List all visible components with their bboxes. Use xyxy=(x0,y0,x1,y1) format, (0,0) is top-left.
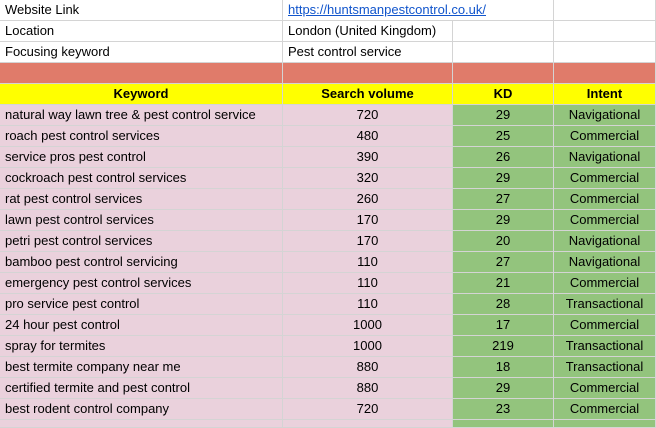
search-volume-cell[interactable]: 720 xyxy=(283,105,453,126)
kd-cell[interactable]: 29 xyxy=(453,105,554,126)
search-volume-cell[interactable]: 880 xyxy=(283,378,453,399)
website-link[interactable]: https://huntsmanpestcontrol.co.uk/ xyxy=(288,2,486,17)
location-value-cell[interactable]: London (United Kingdom) xyxy=(283,21,453,42)
table-row xyxy=(0,168,656,189)
table-row xyxy=(0,378,656,399)
keyword-cell[interactable]: petri pest control services xyxy=(0,231,283,252)
search-volume-cell[interactable]: 170 xyxy=(283,231,453,252)
intent-cell[interactable]: Navigational xyxy=(554,231,656,252)
empty-cell[interactable] xyxy=(453,42,554,63)
intent-cell[interactable]: Navigational xyxy=(554,252,656,273)
kd-cell[interactable]: 29 xyxy=(453,210,554,231)
kd-cell[interactable]: 18 xyxy=(453,357,554,378)
kd-cell[interactable]: 20 xyxy=(453,231,554,252)
kd-cell[interactable]: 21 xyxy=(453,273,554,294)
search-volume-cell[interactable]: 260 xyxy=(283,189,453,210)
kd-cell[interactable]: 23 xyxy=(453,399,554,420)
intent-cell[interactable]: Commercial xyxy=(554,315,656,336)
focus-keyword-value-cell[interactable]: Pest control service xyxy=(283,42,453,63)
partial-cell[interactable] xyxy=(453,420,554,428)
table-row xyxy=(0,273,656,294)
table-row xyxy=(0,252,656,273)
kd-cell[interactable]: 25 xyxy=(453,126,554,147)
keyword-cell[interactable]: 24 hour pest control xyxy=(0,315,283,336)
kd-cell[interactable]: 27 xyxy=(453,252,554,273)
search-volume-cell[interactable]: 480 xyxy=(283,126,453,147)
table-row xyxy=(0,189,656,210)
search-volume-cell[interactable]: 110 xyxy=(283,252,453,273)
focus-keyword-label-cell[interactable]: Focusing keyword xyxy=(0,42,283,63)
info-row-location xyxy=(0,21,656,42)
header-kd[interactable]: KD xyxy=(453,84,554,105)
header-keyword[interactable]: Keyword xyxy=(0,84,283,105)
info-row-keyword xyxy=(0,42,656,63)
empty-cell[interactable] xyxy=(453,21,554,42)
intent-cell[interactable]: Commercial xyxy=(554,126,656,147)
kd-cell[interactable]: 26 xyxy=(453,147,554,168)
band-cell[interactable] xyxy=(554,63,656,84)
band-cell[interactable] xyxy=(283,63,453,84)
empty-cell[interactable] xyxy=(554,42,656,63)
partial-cell[interactable] xyxy=(0,420,283,428)
search-volume-cell[interactable]: 880 xyxy=(283,357,453,378)
kd-cell[interactable]: 17 xyxy=(453,315,554,336)
search-volume-cell[interactable]: 1000 xyxy=(283,315,453,336)
empty-cell[interactable] xyxy=(554,0,656,21)
kd-cell[interactable]: 29 xyxy=(453,378,554,399)
keyword-table-body xyxy=(0,105,656,420)
intent-cell[interactable]: Commercial xyxy=(554,189,656,210)
intent-cell[interactable]: Transactional xyxy=(554,357,656,378)
search-volume-cell[interactable]: 1000 xyxy=(283,336,453,357)
keyword-cell[interactable]: cockroach pest control services xyxy=(0,168,283,189)
keyword-cell[interactable]: rat pest control services xyxy=(0,189,283,210)
search-volume-cell[interactable]: 320 xyxy=(283,168,453,189)
table-row xyxy=(0,147,656,168)
keyword-cell[interactable]: natural way lawn tree & pest control service xyxy=(0,105,283,126)
separator-band xyxy=(0,63,656,84)
search-volume-cell[interactable]: 110 xyxy=(283,273,453,294)
keyword-cell[interactable]: roach pest control services xyxy=(0,126,283,147)
header-intent[interactable]: Intent xyxy=(554,84,656,105)
keyword-cell[interactable]: emergency pest control services xyxy=(0,273,283,294)
table-row xyxy=(0,126,656,147)
header-search-volume[interactable]: Search volume xyxy=(283,84,453,105)
table-row xyxy=(0,315,656,336)
intent-cell[interactable]: Navigational xyxy=(554,147,656,168)
keyword-cell[interactable]: certified termite and pest control xyxy=(0,378,283,399)
band-cell[interactable] xyxy=(453,63,554,84)
keyword-cell[interactable]: spray for termites xyxy=(0,336,283,357)
search-volume-cell[interactable]: 110 xyxy=(283,294,453,315)
keyword-cell[interactable]: lawn pest control services xyxy=(0,210,283,231)
kd-cell[interactable]: 219 xyxy=(453,336,554,357)
intent-cell[interactable]: Commercial xyxy=(554,168,656,189)
intent-cell[interactable]: Navigational xyxy=(554,105,656,126)
partial-cell[interactable] xyxy=(554,420,656,428)
kd-cell[interactable]: 27 xyxy=(453,189,554,210)
kd-cell[interactable]: 28 xyxy=(453,294,554,315)
table-header-row xyxy=(0,84,656,105)
search-volume-cell[interactable]: 720 xyxy=(283,399,453,420)
table-row xyxy=(0,294,656,315)
table-row xyxy=(0,210,656,231)
website-value-cell[interactable] xyxy=(283,0,554,21)
website-label-cell[interactable]: Website Link xyxy=(0,0,283,21)
intent-cell[interactable]: Transactional xyxy=(554,336,656,357)
search-volume-cell[interactable]: 390 xyxy=(283,147,453,168)
table-row xyxy=(0,399,656,420)
search-volume-cell[interactable]: 170 xyxy=(283,210,453,231)
partial-row xyxy=(0,420,656,428)
intent-cell[interactable]: Commercial xyxy=(554,210,656,231)
band-cell[interactable] xyxy=(0,63,283,84)
keyword-cell[interactable]: best termite company near me xyxy=(0,357,283,378)
intent-cell[interactable]: Commercial xyxy=(554,378,656,399)
table-row xyxy=(0,336,656,357)
table-row xyxy=(0,231,656,252)
intent-cell[interactable]: Commercial xyxy=(554,273,656,294)
partial-cell[interactable] xyxy=(283,420,453,428)
table-row xyxy=(0,105,656,126)
intent-cell[interactable]: Commercial xyxy=(554,399,656,420)
info-row-website xyxy=(0,0,656,21)
table-row xyxy=(0,357,656,378)
keyword-cell[interactable]: bamboo pest control servicing xyxy=(0,252,283,273)
keyword-cell[interactable]: pro service pest control xyxy=(0,294,283,315)
location-label-cell[interactable]: Location xyxy=(0,21,283,42)
empty-cell[interactable] xyxy=(554,21,656,42)
intent-cell[interactable]: Transactional xyxy=(554,294,656,315)
keyword-cell[interactable]: best rodent control company xyxy=(0,399,283,420)
kd-cell[interactable]: 29 xyxy=(453,168,554,189)
keyword-cell[interactable]: service pros pest control xyxy=(0,147,283,168)
